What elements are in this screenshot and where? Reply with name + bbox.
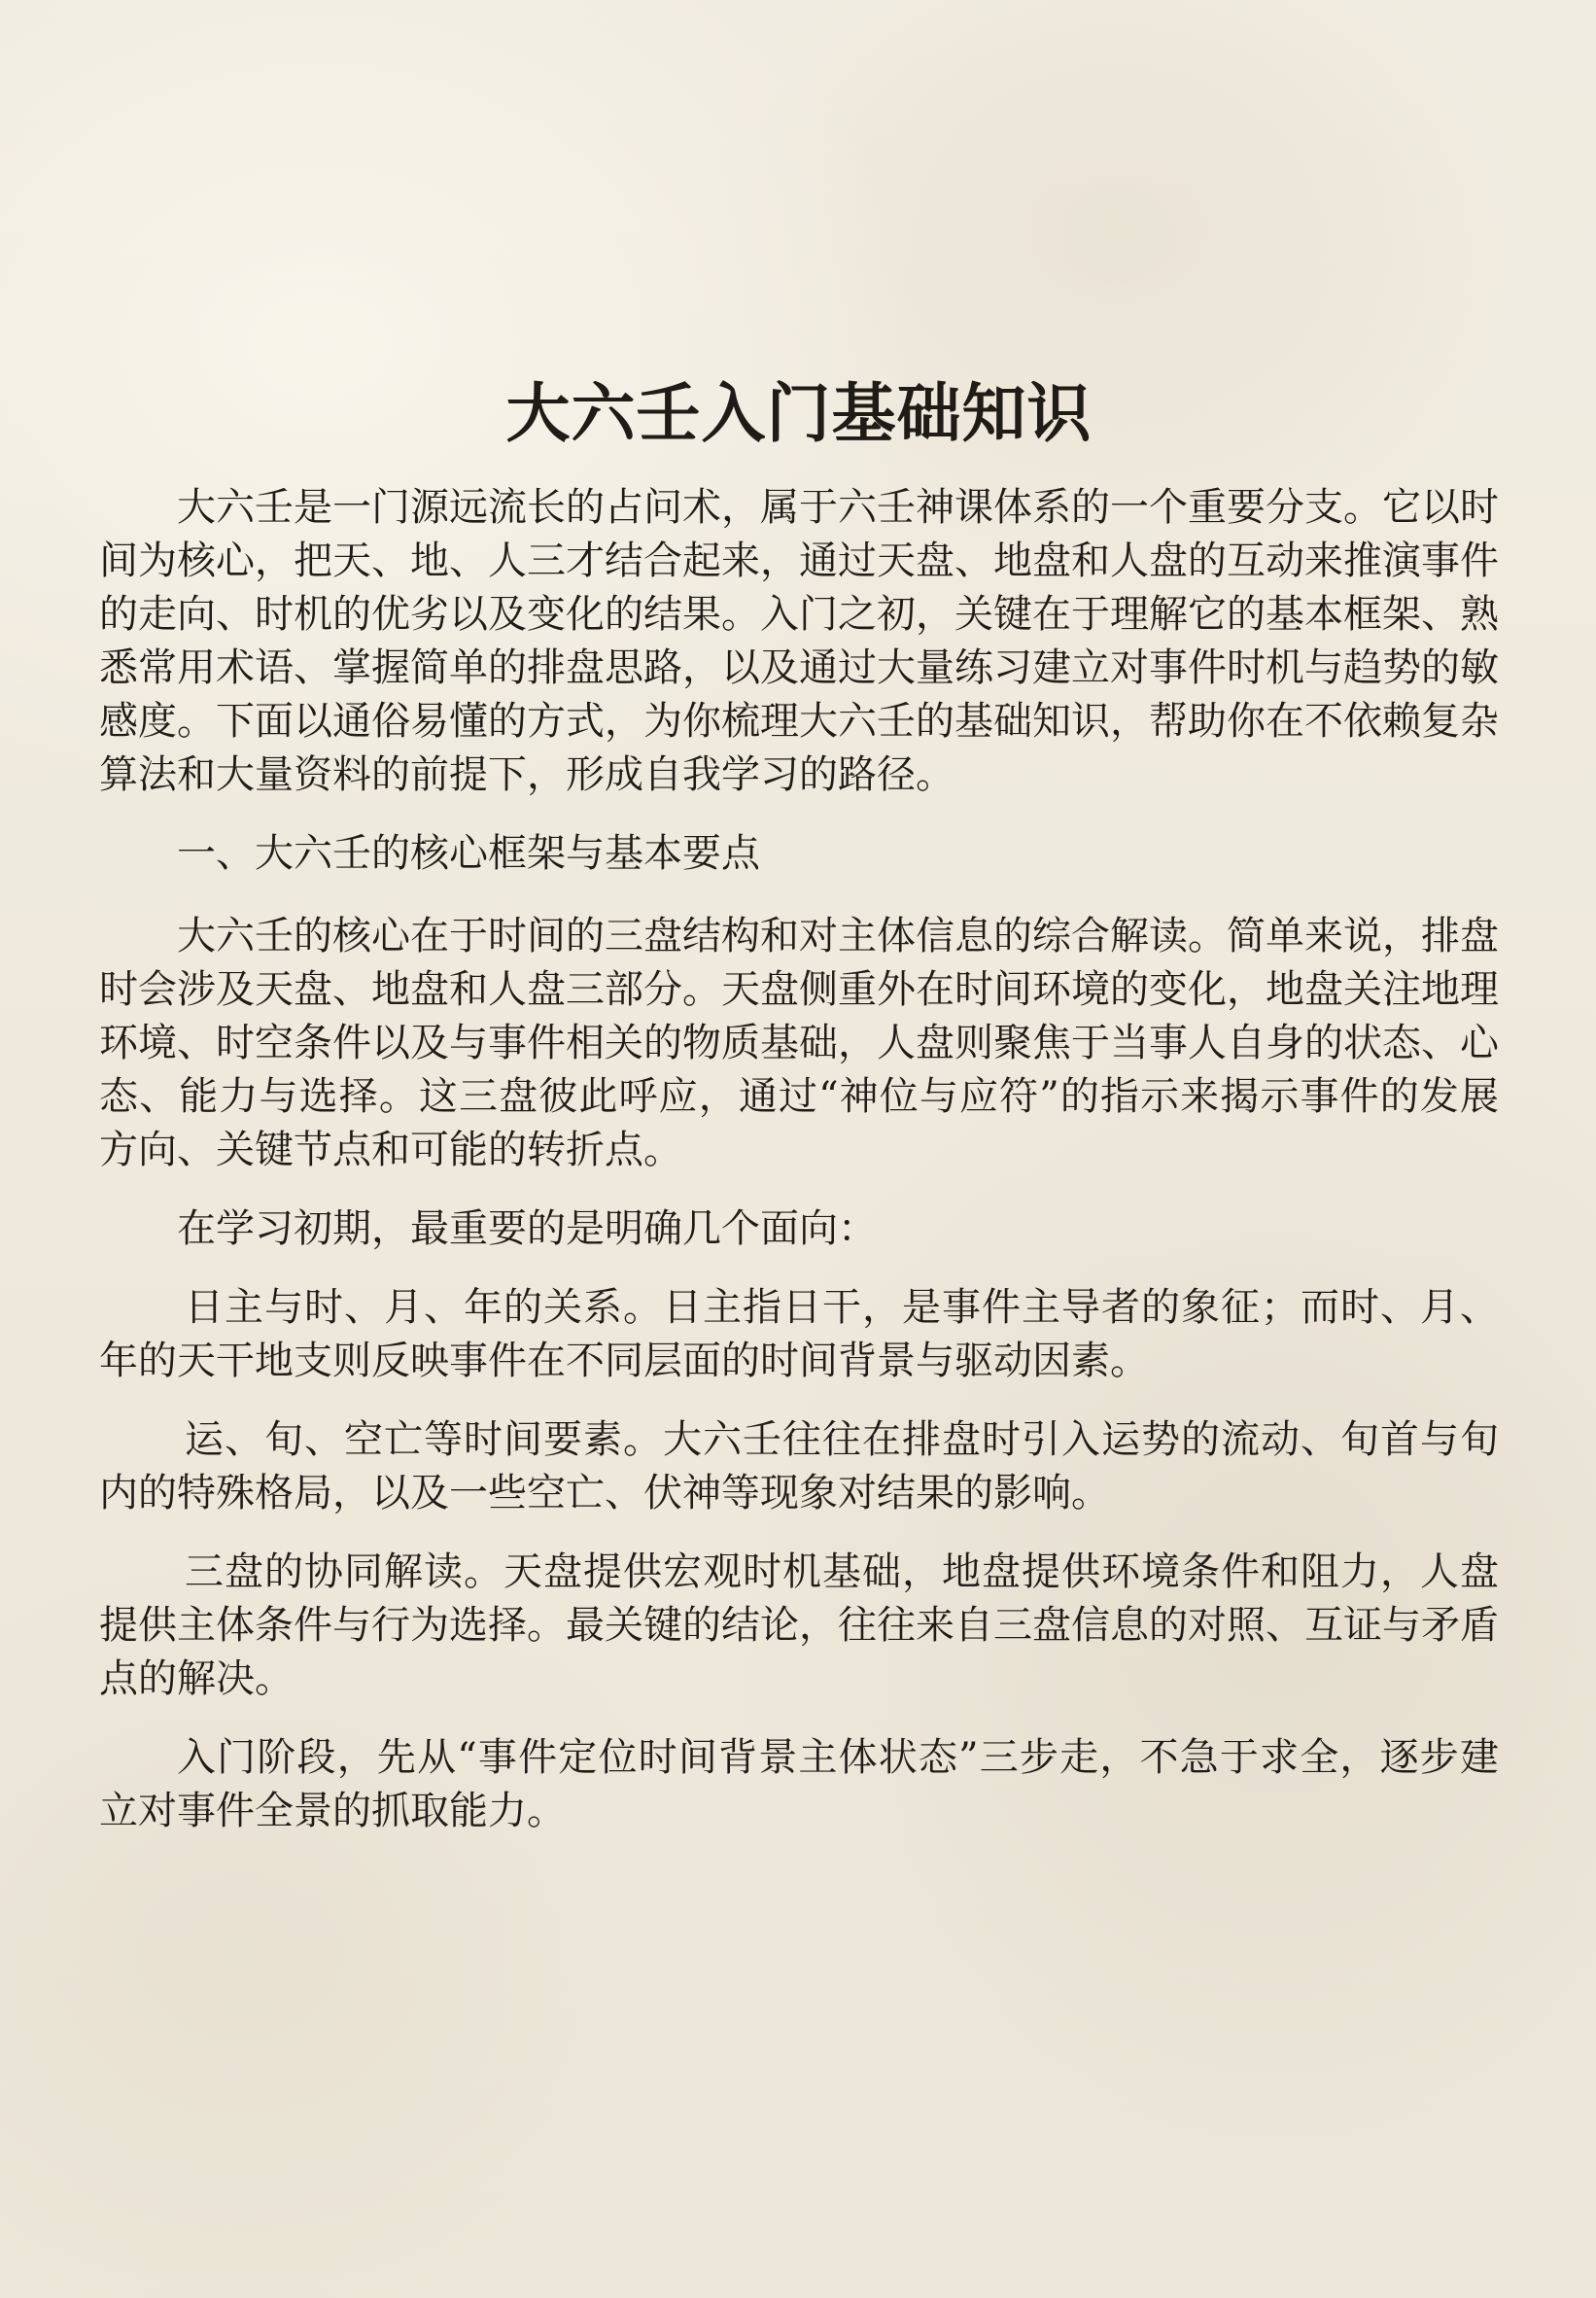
point-time-elements: 运、旬、空亡等时间要素。大六壬往往在排盘时引入运势的流动、旬首与旬内的特殊格局，以及一些空亡、伏神等现象对结果的影响。 [99, 1417, 1499, 1515]
learning-focus-paragraph: 在学习初期，最重要的是明确几个面向： [177, 1206, 877, 1251]
intro-paragraph: 大六壬是一门源远流长的占问术，属于六壬神课体系的一个重要分支。它以时间为核心，把天、地、人三才结合起来，通过天盘、地盘和人盘的互动来推演事件的走向、时机的优劣以及变化的结果。入门之初，关键在于理解它的基本框架、熟悉常用术语、掌握简单的排盘思路，以及通过大量练习建立对事件时机与趋势的敏感度。下面以通俗易懂的方式，为你梳理大六壬的基础知识，帮助你在不依赖复杂算法和大量资料的前提下，形成自我学习的路径。 [99, 485, 1499, 797]
point-day-master: 日主与时、月、年的关系。日主指日干，是事件主导者的象征；而时、月、年的天干地支则反映事件在不同层面的时间背景与驱动因素。 [99, 1285, 1499, 1383]
document-body [99, 481, 1499, 1863]
section-heading: 一、大六壬的核心框架与基本要点 [177, 831, 760, 876]
core-framework-paragraph: 大六壬的核心在于时间的三盘结构和对主体信息的综合解读。简单来说，排盘时会涉及天盘、地盘和人盘三部分。天盘侧重外在时间环境的变化，地盘关注地理环境、时空条件以及与事件相关的物质基础，人盘则聚焦于当事人自身的状态、心态、能力与选择。这三盘彼此呼应，通过“神位与应符”的指示来揭示事件的发展方向、关键节点和可能的转折点。 [99, 914, 1499, 1172]
beginner-steps-paragraph: 入门阶段，先从“事件定位时间背景主体状态”三步走，不急于求全，逐步建立对事件全景的抓取能力。 [99, 1735, 1499, 1833]
page-title: 大六壬入门基础知识 [505, 375, 1093, 451]
point-three-plates: 三盘的协同解读。天盘提供宏观时机基础，地盘提供环境条件和阻力，人盘提供主体条件与行为选择。最关键的结论，往往来自三盘信息的对照、互证与矛盾点的解决。 [99, 1549, 1499, 1701]
